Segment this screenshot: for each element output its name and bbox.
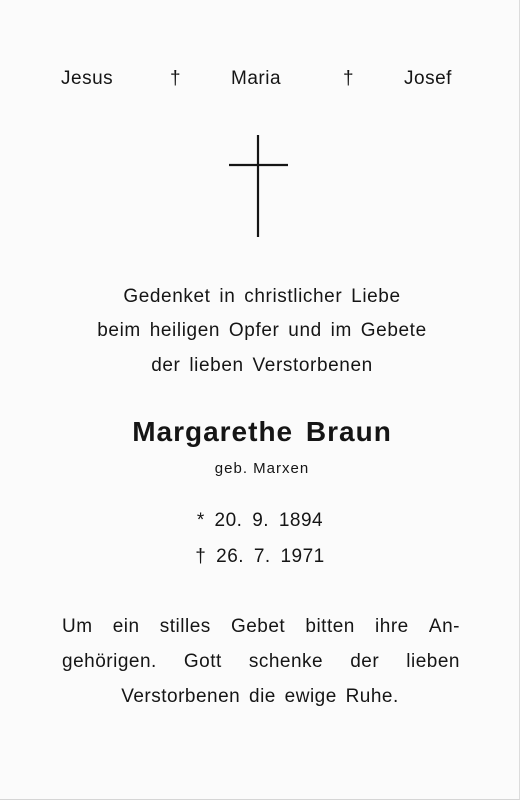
cross-icon xyxy=(228,135,290,237)
closing-word: An- xyxy=(428,616,460,637)
header-maria: Maria xyxy=(231,68,282,89)
closing-word: Gott xyxy=(183,651,222,672)
closing-word: Um xyxy=(62,616,93,637)
closing-word: der xyxy=(350,651,380,672)
header-names xyxy=(0,68,520,96)
maiden-name: geb. Marxen xyxy=(214,460,310,477)
intro-line-3: der lieben Verstorbenen xyxy=(151,355,373,376)
birth-date: * 20. 9. 1894 xyxy=(196,510,324,531)
closing-word: lieben xyxy=(406,651,460,672)
header-jesus: Jesus xyxy=(61,68,114,89)
header-josef: Josef xyxy=(404,68,452,89)
closing-line-1 xyxy=(62,616,460,638)
header-dagger-left: † xyxy=(170,68,182,89)
closing-word: ihre xyxy=(375,616,409,637)
deceased-name: Margarethe Braun xyxy=(132,416,392,447)
closing-line-2 xyxy=(62,651,460,673)
closing-word: stilles xyxy=(159,616,211,637)
closing-word: bitten xyxy=(305,616,355,637)
closing-line-3: Verstorbenen die ewige Ruhe. xyxy=(121,686,399,707)
closing-word: ein xyxy=(112,616,140,637)
death-date: † 26. 7. 1971 xyxy=(195,546,325,567)
closing-word: gehörigen. xyxy=(62,651,157,672)
intro-line-2: beim heiligen Opfer und im Gebete xyxy=(97,320,427,341)
intro-line-1: Gedenket in christlicher Liebe xyxy=(123,286,401,307)
closing-word: Gebet xyxy=(230,616,286,637)
header-dagger-right: † xyxy=(343,68,355,89)
closing-word: schenke xyxy=(248,651,324,672)
